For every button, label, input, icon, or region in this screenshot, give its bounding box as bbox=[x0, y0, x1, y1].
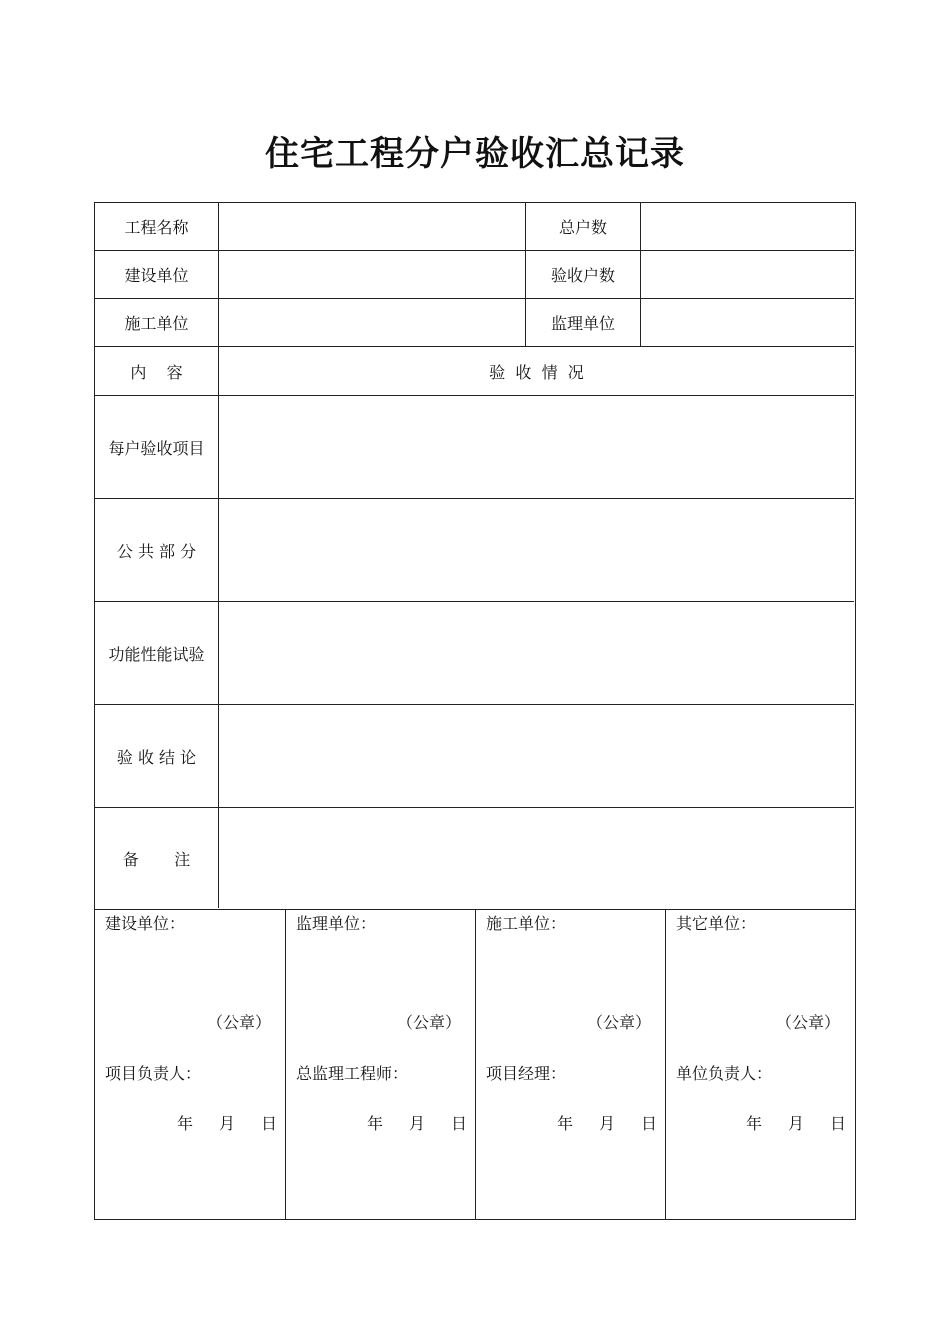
person-label: 项目负责人： bbox=[105, 1064, 202, 1083]
household-items-field[interactable] bbox=[219, 396, 854, 499]
signature-block bbox=[94, 909, 856, 1220]
signature-column-supervision[interactable] bbox=[286, 909, 476, 1219]
seal-label: （公章） bbox=[396, 1013, 461, 1032]
signature-column-owner[interactable] bbox=[95, 909, 286, 1219]
day-label: 日 bbox=[640, 1114, 657, 1133]
unit-label: 建设单位： bbox=[105, 914, 186, 933]
month-label: 月 bbox=[598, 1114, 615, 1133]
day-label: 日 bbox=[450, 1114, 467, 1133]
supervision-unit-field[interactable] bbox=[641, 299, 854, 347]
unit-label: 监理单位： bbox=[296, 914, 377, 933]
contractor-unit-field[interactable] bbox=[219, 299, 526, 347]
remarks-field[interactable] bbox=[219, 808, 854, 908]
section-label-remarks: 备 注 bbox=[95, 808, 219, 908]
label-supervision-unit: 监理单位 bbox=[526, 299, 641, 347]
day-label: 日 bbox=[829, 1114, 846, 1133]
label-accepted-households: 验收户数 bbox=[526, 251, 641, 299]
seal-label: （公章） bbox=[586, 1013, 651, 1032]
label-contractor-unit: 施工单位 bbox=[95, 299, 219, 347]
year-label: 年 bbox=[366, 1114, 383, 1133]
date-line bbox=[531, 1111, 657, 1134]
content-column-header: 内 容 bbox=[95, 347, 219, 396]
year-label: 年 bbox=[745, 1114, 762, 1133]
month-label: 月 bbox=[787, 1114, 804, 1133]
page-title: 住宅工程分户验收汇总记录 bbox=[265, 134, 685, 174]
construction-unit-field[interactable] bbox=[219, 251, 526, 299]
label-total-households: 总户数 bbox=[526, 203, 641, 251]
person-label: 总监理工程师： bbox=[296, 1064, 409, 1083]
seal-label: （公章） bbox=[206, 1013, 271, 1032]
signature-column-other[interactable] bbox=[666, 909, 854, 1219]
date-line bbox=[720, 1111, 846, 1134]
section-label-household-items: 每户验收项目 bbox=[95, 396, 219, 499]
section-label-conclusion: 验 收 结 论 bbox=[95, 705, 219, 808]
accepted-households-field[interactable] bbox=[641, 251, 854, 299]
year-label: 年 bbox=[556, 1114, 573, 1133]
section-label-public-area: 公 共 部 分 bbox=[95, 499, 219, 602]
section-label-performance-test: 功能性能试验 bbox=[95, 602, 219, 705]
month-label: 月 bbox=[408, 1114, 425, 1133]
date-line bbox=[341, 1111, 467, 1134]
person-label: 项目经理： bbox=[486, 1064, 567, 1083]
unit-label: 施工单位： bbox=[486, 914, 567, 933]
year-label: 年 bbox=[176, 1114, 193, 1133]
total-households-field[interactable] bbox=[641, 203, 854, 251]
label-construction-unit: 建设单位 bbox=[95, 251, 219, 299]
summary-form-table bbox=[94, 202, 856, 910]
performance-test-field[interactable] bbox=[219, 602, 854, 705]
seal-label: （公章） bbox=[775, 1013, 840, 1032]
person-label: 单位负责人： bbox=[676, 1064, 773, 1083]
unit-label: 其它单位： bbox=[676, 914, 757, 933]
conclusion-field[interactable] bbox=[219, 705, 854, 808]
month-label: 月 bbox=[218, 1114, 235, 1133]
day-label: 日 bbox=[260, 1114, 277, 1133]
signature-column-contractor[interactable] bbox=[476, 909, 666, 1219]
date-line bbox=[151, 1111, 277, 1134]
label-project-name: 工程名称 bbox=[95, 203, 219, 251]
project-name-field[interactable] bbox=[219, 203, 526, 251]
status-column-header: 验 收 情 况 bbox=[219, 347, 854, 396]
public-area-field[interactable] bbox=[219, 499, 854, 602]
